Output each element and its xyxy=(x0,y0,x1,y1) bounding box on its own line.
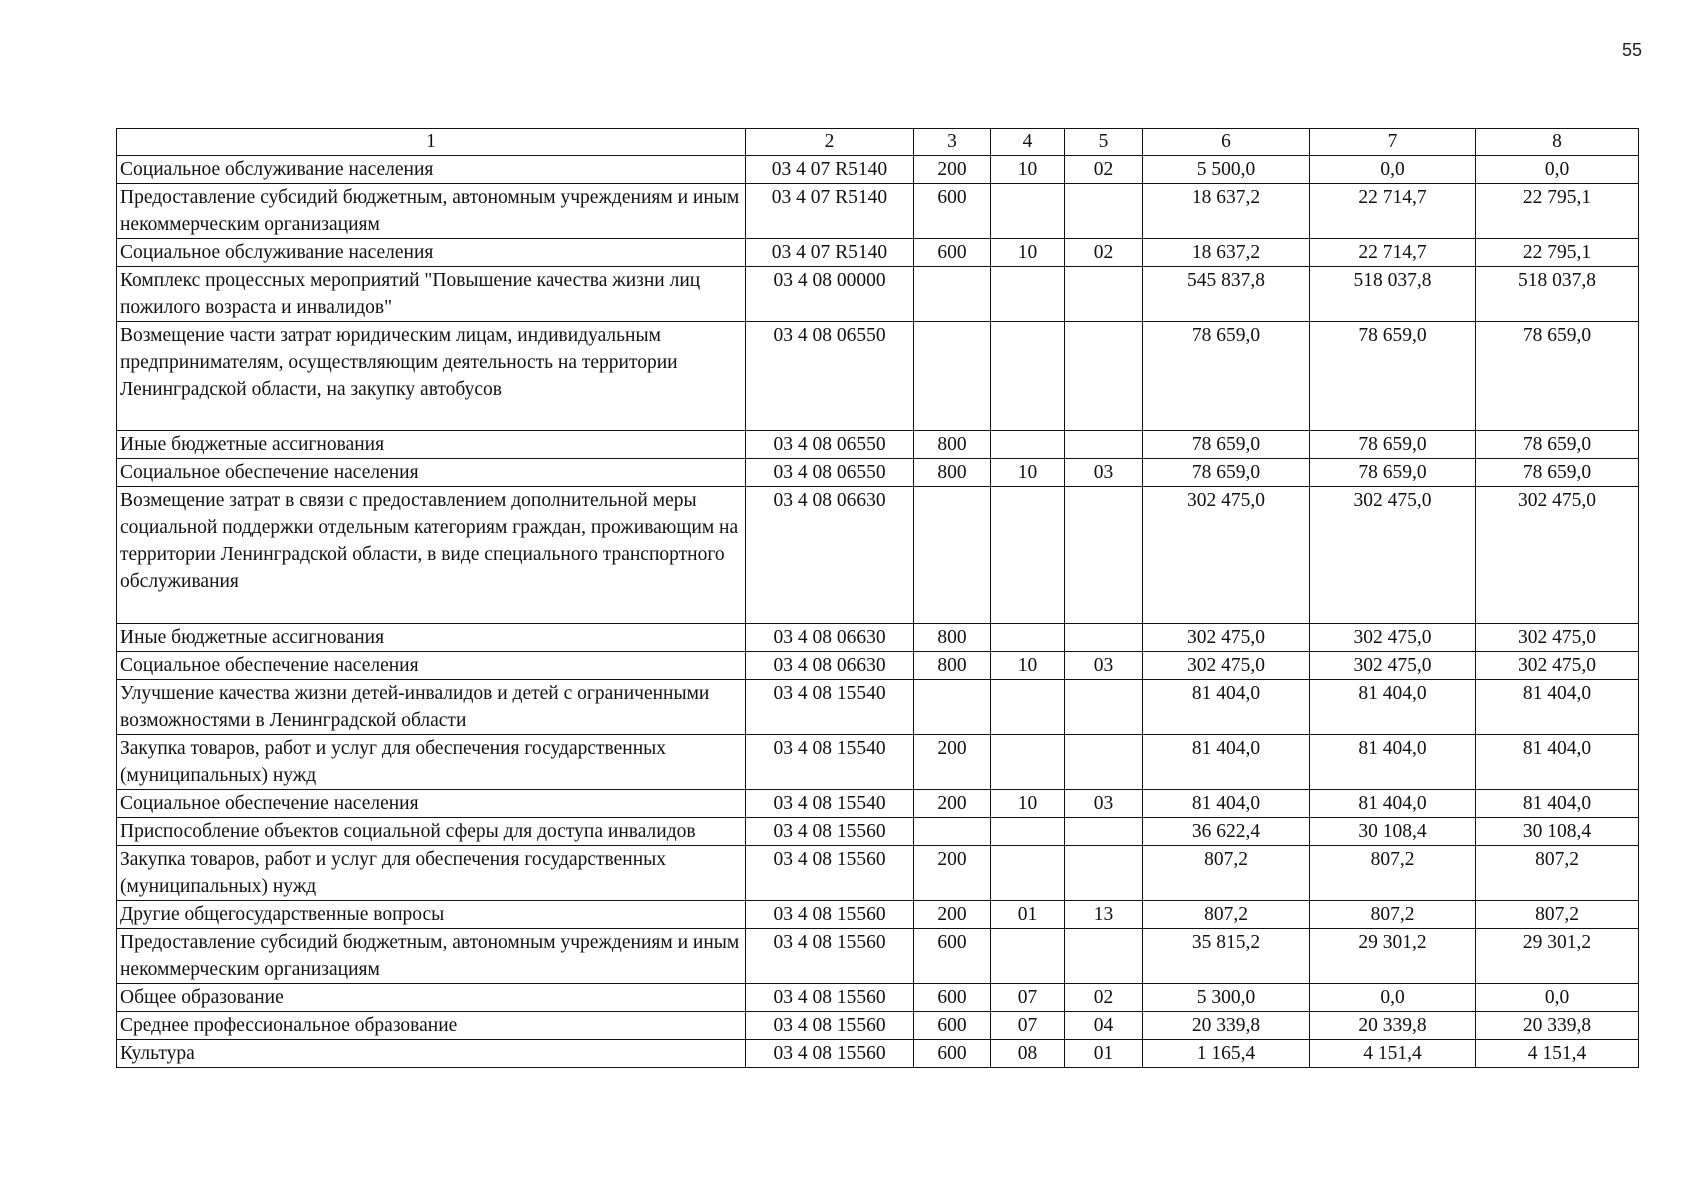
row-value-col8-cell: 302 475,0 xyxy=(1476,652,1639,680)
row-value-col6-cell: 5 500,0 xyxy=(1143,156,1310,184)
row-value-col8-cell: 0,0 xyxy=(1476,156,1639,184)
row-section-cell: 01 xyxy=(991,901,1065,929)
row-expense-type-cell xyxy=(914,680,991,735)
row-value-col8-cell: 30 108,4 xyxy=(1476,818,1639,846)
row-subsection-cell xyxy=(1065,487,1143,624)
row-code-cell: 03 4 08 06630 xyxy=(746,652,914,680)
row-value-col7-cell: 0,0 xyxy=(1310,984,1476,1012)
table-row xyxy=(117,929,1639,984)
row-value-col7-cell: 302 475,0 xyxy=(1310,487,1476,624)
row-value-col6-cell: 81 404,0 xyxy=(1143,735,1310,790)
table-row xyxy=(117,1012,1639,1040)
row-expense-type-cell: 600 xyxy=(914,184,991,239)
row-value-col8-cell: 81 404,0 xyxy=(1476,790,1639,818)
row-code-cell: 03 4 08 06550 xyxy=(746,322,914,431)
row-subsection-cell: 04 xyxy=(1065,1012,1143,1040)
table-row xyxy=(117,184,1639,239)
row-name-cell: Возмещение части затрат юридическим лицам, индивидуальным предпринимателям, осуществляющим деятельность на территории Ленинградской области, на закупку автобусов xyxy=(117,322,746,431)
header-cell: 2 xyxy=(746,129,914,156)
row-name-cell: Комплекс процессных мероприятий "Повышение качества жизни лиц пожилого возраста и инвалидов" xyxy=(117,267,746,322)
header-cell: 1 xyxy=(117,129,746,156)
row-value-col7-cell: 0,0 xyxy=(1310,156,1476,184)
row-expense-type-cell: 800 xyxy=(914,459,991,487)
row-name-cell: Закупка товаров, работ и услуг для обеспечения государственных (муниципальных) нужд xyxy=(117,735,746,790)
row-name-cell: Социальное обеспечение населения xyxy=(117,652,746,680)
row-value-col6-cell: 20 339,8 xyxy=(1143,1012,1310,1040)
row-expense-type-cell: 600 xyxy=(914,929,991,984)
row-expense-type-cell xyxy=(914,267,991,322)
row-section-cell xyxy=(991,267,1065,322)
table-row xyxy=(117,487,1639,624)
row-value-col8-cell: 29 301,2 xyxy=(1476,929,1639,984)
row-expense-type-cell: 200 xyxy=(914,790,991,818)
table-row xyxy=(117,680,1639,735)
row-subsection-cell xyxy=(1065,818,1143,846)
row-section-cell xyxy=(991,818,1065,846)
row-value-col6-cell: 18 637,2 xyxy=(1143,184,1310,239)
table-row xyxy=(117,735,1639,790)
row-value-col7-cell: 22 714,7 xyxy=(1310,184,1476,239)
row-section-cell: 07 xyxy=(991,1012,1065,1040)
row-expense-type-cell: 600 xyxy=(914,984,991,1012)
header-cell: 4 xyxy=(991,129,1065,156)
row-name-cell: Предоставление субсидий бюджетным, автономным учреждениям и иным некоммерческим организациям xyxy=(117,929,746,984)
row-code-cell: 03 4 07 R5140 xyxy=(746,156,914,184)
row-subsection-cell xyxy=(1065,431,1143,459)
row-code-cell: 03 4 08 15540 xyxy=(746,790,914,818)
row-subsection-cell xyxy=(1065,680,1143,735)
row-expense-type-cell xyxy=(914,487,991,624)
row-section-cell xyxy=(991,431,1065,459)
table-row xyxy=(117,901,1639,929)
row-section-cell: 10 xyxy=(991,459,1065,487)
row-subsection-cell: 03 xyxy=(1065,652,1143,680)
row-section-cell xyxy=(991,929,1065,984)
row-subsection-cell: 02 xyxy=(1065,984,1143,1012)
header-cell: 6 xyxy=(1143,129,1310,156)
row-name-cell: Социальное обслуживание населения xyxy=(117,239,746,267)
row-value-col6-cell: 1 165,4 xyxy=(1143,1040,1310,1068)
header-cell: 8 xyxy=(1476,129,1639,156)
row-value-col6-cell: 807,2 xyxy=(1143,901,1310,929)
row-value-col6-cell: 78 659,0 xyxy=(1143,459,1310,487)
row-section-cell: 10 xyxy=(991,790,1065,818)
table-row xyxy=(117,818,1639,846)
row-name-cell: Иные бюджетные ассигнования xyxy=(117,431,746,459)
row-code-cell: 03 4 07 R5140 xyxy=(746,239,914,267)
row-name-cell: Культура xyxy=(117,1040,746,1068)
row-value-col6-cell: 807,2 xyxy=(1143,846,1310,901)
table-row xyxy=(117,156,1639,184)
row-value-col8-cell: 81 404,0 xyxy=(1476,735,1639,790)
row-value-col7-cell: 22 714,7 xyxy=(1310,239,1476,267)
row-value-col7-cell: 807,2 xyxy=(1310,901,1476,929)
row-value-col8-cell: 81 404,0 xyxy=(1476,680,1639,735)
row-subsection-cell: 01 xyxy=(1065,1040,1143,1068)
row-code-cell: 03 4 08 06630 xyxy=(746,487,914,624)
row-expense-type-cell: 600 xyxy=(914,1040,991,1068)
row-code-cell: 03 4 08 15560 xyxy=(746,818,914,846)
row-expense-type-cell: 800 xyxy=(914,652,991,680)
row-subsection-cell xyxy=(1065,846,1143,901)
row-value-col6-cell: 302 475,0 xyxy=(1143,487,1310,624)
row-code-cell: 03 4 08 15560 xyxy=(746,846,914,901)
row-code-cell: 03 4 08 15540 xyxy=(746,680,914,735)
row-value-col7-cell: 302 475,0 xyxy=(1310,652,1476,680)
row-value-col6-cell: 5 300,0 xyxy=(1143,984,1310,1012)
row-code-cell: 03 4 08 06550 xyxy=(746,459,914,487)
row-expense-type-cell: 600 xyxy=(914,239,991,267)
row-subsection-cell xyxy=(1065,267,1143,322)
row-value-col7-cell: 81 404,0 xyxy=(1310,735,1476,790)
row-section-cell: 07 xyxy=(991,984,1065,1012)
row-value-col6-cell: 302 475,0 xyxy=(1143,624,1310,652)
row-code-cell: 03 4 08 15540 xyxy=(746,735,914,790)
row-subsection-cell xyxy=(1065,735,1143,790)
row-value-col7-cell: 807,2 xyxy=(1310,846,1476,901)
row-subsection-cell: 13 xyxy=(1065,901,1143,929)
row-value-col7-cell: 302 475,0 xyxy=(1310,624,1476,652)
row-value-col8-cell: 807,2 xyxy=(1476,846,1639,901)
row-section-cell: 10 xyxy=(991,652,1065,680)
row-subsection-cell xyxy=(1065,184,1143,239)
row-value-col6-cell: 545 837,8 xyxy=(1143,267,1310,322)
row-value-col8-cell: 78 659,0 xyxy=(1476,459,1639,487)
table-row xyxy=(117,431,1639,459)
row-name-cell: Возмещение затрат в связи с предоставлением дополнительной меры социальной поддержки отдельным категориям граждан, проживающим на территории Ленинградской области, в виде специального транспортного обслуживания xyxy=(117,487,746,624)
row-subsection-cell: 02 xyxy=(1065,239,1143,267)
table-row xyxy=(117,846,1639,901)
row-name-cell: Общее образование xyxy=(117,984,746,1012)
row-value-col8-cell: 20 339,8 xyxy=(1476,1012,1639,1040)
row-value-col8-cell: 302 475,0 xyxy=(1476,624,1639,652)
row-section-cell xyxy=(991,846,1065,901)
header-cell: 7 xyxy=(1310,129,1476,156)
row-section-cell: 10 xyxy=(991,156,1065,184)
row-value-col8-cell: 0,0 xyxy=(1476,984,1639,1012)
row-value-col6-cell: 81 404,0 xyxy=(1143,790,1310,818)
row-value-col8-cell: 807,2 xyxy=(1476,901,1639,929)
row-subsection-cell xyxy=(1065,929,1143,984)
row-value-col6-cell: 78 659,0 xyxy=(1143,322,1310,431)
row-code-cell: 03 4 08 00000 xyxy=(746,267,914,322)
row-name-cell: Предоставление субсидий бюджетным, автономным учреждениям и иным некоммерческим организациям xyxy=(117,184,746,239)
page-number: 55 xyxy=(1622,40,1643,60)
row-code-cell: 03 4 08 06630 xyxy=(746,624,914,652)
table-row xyxy=(117,984,1639,1012)
row-value-col7-cell: 81 404,0 xyxy=(1310,790,1476,818)
table-row xyxy=(117,790,1639,818)
table-row xyxy=(117,459,1639,487)
header-cell: 5 xyxy=(1065,129,1143,156)
row-name-cell: Социальное обслуживание населения xyxy=(117,156,746,184)
table-row xyxy=(117,267,1639,322)
row-subsection-cell xyxy=(1065,322,1143,431)
row-subsection-cell xyxy=(1065,624,1143,652)
row-expense-type-cell: 200 xyxy=(914,846,991,901)
row-value-col8-cell: 22 795,1 xyxy=(1476,184,1639,239)
row-value-col8-cell: 302 475,0 xyxy=(1476,487,1639,624)
row-value-col8-cell: 518 037,8 xyxy=(1476,267,1639,322)
row-value-col7-cell: 30 108,4 xyxy=(1310,818,1476,846)
row-section-cell xyxy=(991,487,1065,624)
row-section-cell xyxy=(991,322,1065,431)
row-expense-type-cell xyxy=(914,322,991,431)
row-code-cell: 03 4 07 R5140 xyxy=(746,184,914,239)
row-code-cell: 03 4 08 15560 xyxy=(746,984,914,1012)
row-value-col7-cell: 4 151,4 xyxy=(1310,1040,1476,1068)
row-subsection-cell: 02 xyxy=(1065,156,1143,184)
row-name-cell: Социальное обеспечение населения xyxy=(117,790,746,818)
row-value-col7-cell: 78 659,0 xyxy=(1310,431,1476,459)
row-subsection-cell: 03 xyxy=(1065,459,1143,487)
row-expense-type-cell xyxy=(914,818,991,846)
row-name-cell: Приспособление объектов социальной сферы для доступа инвалидов xyxy=(117,818,746,846)
row-name-cell: Иные бюджетные ассигнования xyxy=(117,624,746,652)
header-row xyxy=(117,129,1639,156)
row-name-cell: Другие общегосударственные вопросы xyxy=(117,901,746,929)
row-code-cell: 03 4 08 06550 xyxy=(746,431,914,459)
row-expense-type-cell: 200 xyxy=(914,901,991,929)
row-section-cell xyxy=(991,184,1065,239)
row-section-cell xyxy=(991,735,1065,790)
row-value-col7-cell: 78 659,0 xyxy=(1310,322,1476,431)
row-section-cell: 08 xyxy=(991,1040,1065,1068)
row-name-cell: Среднее профессиональное образование xyxy=(117,1012,746,1040)
row-expense-type-cell: 600 xyxy=(914,1012,991,1040)
row-value-col6-cell: 36 622,4 xyxy=(1143,818,1310,846)
row-section-cell xyxy=(991,680,1065,735)
table-row xyxy=(117,1040,1639,1068)
row-subsection-cell: 03 xyxy=(1065,790,1143,818)
row-value-col7-cell: 78 659,0 xyxy=(1310,459,1476,487)
row-code-cell: 03 4 08 15560 xyxy=(746,1040,914,1068)
row-value-col8-cell: 4 151,4 xyxy=(1476,1040,1639,1068)
row-section-cell: 10 xyxy=(991,239,1065,267)
row-section-cell xyxy=(991,624,1065,652)
row-expense-type-cell: 200 xyxy=(914,156,991,184)
row-expense-type-cell: 800 xyxy=(914,431,991,459)
row-name-cell: Закупка товаров, работ и услуг для обеспечения государственных (муниципальных) нужд xyxy=(117,846,746,901)
row-value-col6-cell: 81 404,0 xyxy=(1143,680,1310,735)
row-code-cell: 03 4 08 15560 xyxy=(746,929,914,984)
row-name-cell: Социальное обеспечение населения xyxy=(117,459,746,487)
row-value-col7-cell: 81 404,0 xyxy=(1310,680,1476,735)
table-row xyxy=(117,239,1639,267)
row-expense-type-cell: 200 xyxy=(914,735,991,790)
row-code-cell: 03 4 08 15560 xyxy=(746,901,914,929)
row-value-col8-cell: 22 795,1 xyxy=(1476,239,1639,267)
row-value-col7-cell: 20 339,8 xyxy=(1310,1012,1476,1040)
table-row xyxy=(117,322,1639,431)
budget-table xyxy=(116,128,1639,1068)
row-value-col6-cell: 35 815,2 xyxy=(1143,929,1310,984)
row-name-cell: Улучшение качества жизни детей-инвалидов и детей с ограниченными возможностями в Ленинградской области xyxy=(117,680,746,735)
row-value-col6-cell: 302 475,0 xyxy=(1143,652,1310,680)
row-value-col8-cell: 78 659,0 xyxy=(1476,431,1639,459)
table-row xyxy=(117,624,1639,652)
row-value-col6-cell: 18 637,2 xyxy=(1143,239,1310,267)
row-value-col7-cell: 518 037,8 xyxy=(1310,267,1476,322)
row-expense-type-cell: 800 xyxy=(914,624,991,652)
row-value-col8-cell: 78 659,0 xyxy=(1476,322,1639,431)
row-value-col6-cell: 78 659,0 xyxy=(1143,431,1310,459)
row-value-col7-cell: 29 301,2 xyxy=(1310,929,1476,984)
row-code-cell: 03 4 08 15560 xyxy=(746,1012,914,1040)
table-row xyxy=(117,652,1639,680)
header-cell: 3 xyxy=(914,129,991,156)
